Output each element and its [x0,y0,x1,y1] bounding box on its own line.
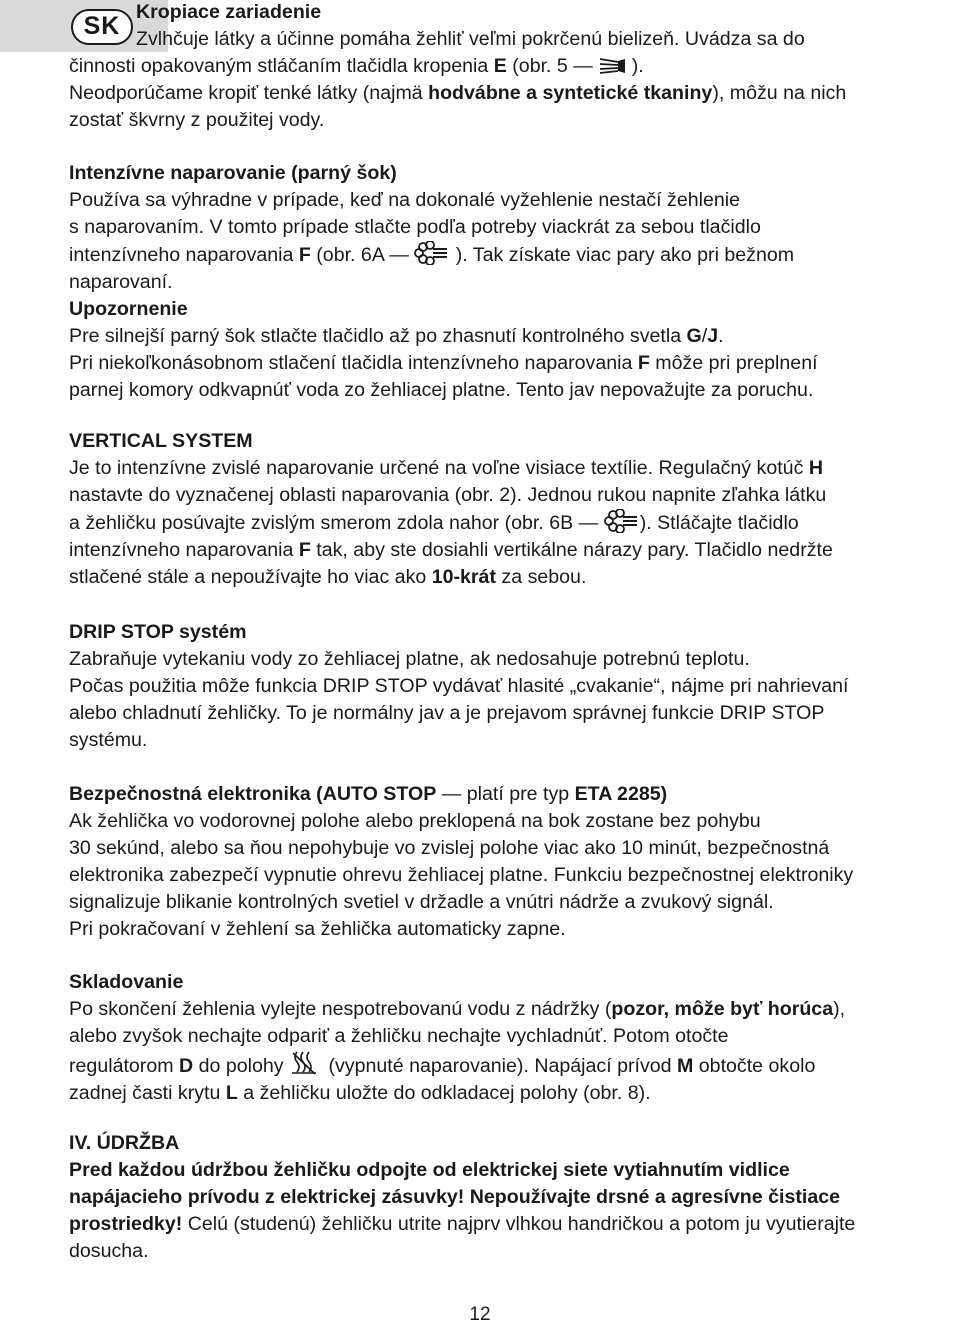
steam-shot-icon [414,241,450,265]
paragraph-line: regulátorom D do polohy (vypnuté naparovanie). Napájací prívod M obtočte okolo [69,1050,959,1080]
section-maintenance [69,1130,959,1265]
paragraph-line: a žehličku posúvajte zvislým smerom zdola nahor (obr. 6B — ). Stláčajte tlačidlo [69,509,959,537]
paragraph-line: zostať škvrny z použitej vody. [69,109,325,131]
paragraph-line: Pred každou údržbou žehličku odpojte od elektrickej siete vytiahnutím vidlice [69,1159,790,1181]
paragraph-line: Používa sa výhradne v prípade, keď na dokonalé vyžehlenie nestačí žehlenie [69,189,741,211]
section-title-auto-stop: Bezpečnostná elektronika (AUTO STOP — platí pre typ ETA 2285) [69,783,668,805]
paragraph-line: 30 sekúnd, alebo sa ňou nepohybuje vo zvislej polohe viac ako 10 minút, bezpečnostná [69,837,830,859]
paragraph-line: dosucha. [69,1240,149,1262]
page-number: 12 [469,1304,491,1325]
paragraph-line: s naparovaním. V tomto prípade stlačte podľa potreby viackrát za sebou tlačidlo [69,216,761,238]
paragraph-line: Počas použitia môže funkcia DRIP STOP vydávať hlasité „cvakanie“, nájme pri nahrievaní [69,675,849,697]
paragraph-line: zadnej časti krytu L a žehličku uložte do odkladacej polohy (obr. 8). [69,1082,651,1104]
paragraph-line: prostriedky! Celú (studenú) žehličku utrite najprv vlhkou handričkou a potom ju vyutierajte [69,1213,856,1235]
section-title-drip-stop: DRIP STOP systém [69,621,247,643]
section-auto-stop [69,781,959,943]
section-title-maintenance: IV. ÚDRŽBA [69,1132,180,1154]
section-steam-shot [69,160,959,404]
paragraph-line: alebo chladnutí žehličky. To je normálny jav a je prejavom správnej funkcie DRIP STOP [69,702,825,724]
paragraph-line: napájacieho prívodu z elektrickej zásuvky! Nepoužívajte drsné a agresívne čistiace [69,1186,841,1208]
section-spray-body [69,53,959,134]
paragraph-line: Ak žehlička vo vodorovnej polohe alebo preklopená na bok zostane bez pohybu [69,810,761,832]
paragraph-line: intenzívneho naparovania F tak, aby ste dosiahli vertikálne nárazy pary. Tlačidlo nedržte [69,539,833,561]
paragraph-line: činnosti opakovaným stláčaním tlačidla kropenia E (obr. 5 — ). [69,55,644,77]
paragraph-line: Po skončení žehlenia vylejte nespotrebovanú vodu z nádržky (pozor, môže byť horúca), [69,998,846,1020]
paragraph-line: Neodporúčame kropiť tenké látky (najmä hodvábne a syntetické tkaniny), môžu na nich [69,82,847,104]
paragraph-line: Je to intenzívne zvislé naparovanie určené na voľne visiace textílie. Regulačný kotúč H [69,457,823,479]
spray-icon [598,56,626,76]
paragraph-line: elektronika zabezpečí vypnutie ohrevu žehliacej platne. Funkciu bezpečnostnej elektroniky [69,864,854,886]
steam-shot-icon [604,509,640,533]
paragraph-line: alebo zvyšok nechajte odpariť a žehličku nechajte vychladnúť. Potom otočte [69,1025,729,1047]
section-spray-header [136,0,959,53]
section-title-storage: Skladovanie [69,971,184,993]
paragraph-line: Zabraňuje vytekaniu vody zo žehliacej platne, ak nedosahuje potrebnú teplotu. [69,648,750,670]
paragraph-line: Pri niekoľkonásobnom stlačení tlačidla intenzívneho naparovania F môže pri preplnení [69,352,818,374]
section-title-spray: Kropiace zariadenie [136,1,322,23]
section-title-steam-shot: Intenzívne naparovanie (parný šok) [69,162,397,184]
paragraph-line: signalizuje blikanie kontrolných svetiel v držadle a vnútri nádrže a zvukový signál. [69,891,774,913]
section-drip-stop [69,619,959,754]
section-storage [69,969,959,1107]
section-title-vertical-system: VERTICAL SYSTEM [69,430,253,452]
steam-off-icon [289,1050,323,1076]
paragraph-line: intenzívneho naparovania F (obr. 6A — ). Tak získate viac pary ako pri bežnom [69,241,959,269]
language-badge: SK [71,9,133,45]
paragraph-line: nastavte do vyznačenej oblasti naparovania (obr. 2). Jednou rukou napnite zľahka látku [69,484,827,506]
paragraph-line: stlačené stále a nepoužívajte ho viac ako 10-krát za sebou. [69,566,587,588]
note-title: Upozornenie [69,298,188,320]
paragraph-line: naparovaní. [69,271,173,293]
paragraph-line: Pri pokračovaní v žehlení sa žehlička automaticky zapne. [69,918,566,940]
paragraph-line: Zvlhčuje látky a účinne pomáha žehliť veľmi pokrčenú bielizeň. Uvádza sa do [136,28,805,50]
paragraph-line: Pre silnejší parný šok stlačte tlačidlo až po zhasnutí kontrolného svetla G/J. [69,325,724,347]
paragraph-line: parnej komory odkvapnúť voda zo žehliacej platne. Tento jav nepovažujte za poruchu. [69,379,814,401]
paragraph-line: systému. [69,729,148,751]
section-vertical-system [69,428,959,591]
